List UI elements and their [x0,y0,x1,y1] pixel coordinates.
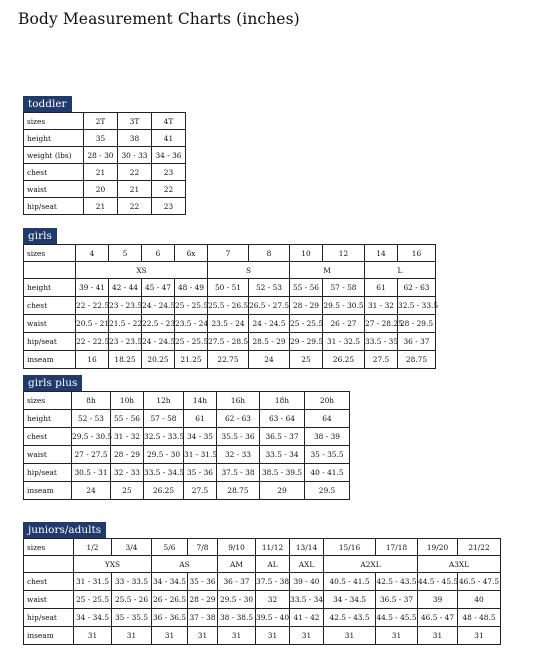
table-cell: 8 [249,245,290,262]
table-row [24,351,436,369]
juniors-adults-section-header: juniors/adults [23,522,106,538]
row-label-cell: inseam [24,351,76,369]
table-cell: 12h [144,392,184,410]
table-cell: 34 - 35 [184,428,217,446]
table-cell: 28 - 29 [290,297,323,315]
table-cell: 40 - 41.5 [305,464,350,482]
table-row [24,573,501,591]
table-cell: 41 [152,130,186,147]
table-cell: 35 [84,130,118,147]
table-cell: 14h [184,392,217,410]
table-cell: 52 - 53 [249,279,290,297]
row-label-cell: chest [24,428,72,446]
table-cell: 52 - 53 [72,410,111,428]
table-cell: 1/2 [74,539,112,556]
toddler-size-table [23,112,186,215]
table-cell: 36.5 - 37 [376,591,418,609]
table-row [24,392,350,410]
row-label-cell: hip/seat [24,609,74,627]
table-cell: 57 - 58 [144,410,184,428]
row-label-cell: sizes [24,392,72,410]
table-cell: 6 [142,245,175,262]
table-cell: 30.5 - 31 [72,464,111,482]
table-cell: 26.5 - 27.5 [249,297,290,315]
table-cell: 22.75 [208,351,249,369]
table-cell: 22 [118,198,152,215]
table-row [24,315,436,333]
table-cell: 7/8 [188,539,218,556]
row-label-cell: sizes [24,113,84,130]
girls-plus-size-table [23,391,350,500]
table-cell: 3/4 [112,539,152,556]
size-group-cell: S [208,262,290,279]
table-cell: 40 [458,591,501,609]
table-row [24,539,501,556]
row-label-cell: sizes [24,245,76,262]
table-cell: 31 - 32 [111,428,144,446]
table-cell: 44.5 - 45.5 [418,573,458,591]
table-cell: 22 [152,181,186,198]
size-group-cell: XS [76,262,208,279]
juniors-adults-size-table [23,538,501,645]
table-cell: 28.75 [398,351,436,369]
table-cell: 45 - 47 [142,279,175,297]
table-cell: 29.5 - 30 [218,591,256,609]
table-cell: 6x [175,245,208,262]
row-label-cell: waist [24,446,72,464]
table-cell: 36 - 36.5 [152,609,188,627]
table-cell: 35.5 - 36 [217,428,260,446]
table-cell: 38 - 38.5 [218,609,256,627]
table-cell: 24 [249,351,290,369]
table-cell: 28.5 - 29 [249,333,290,351]
table-cell: 26.25 [323,351,365,369]
size-group-cell: A2XL [324,556,418,573]
row-label-cell: height [24,130,84,147]
table-cell: 9/10 [218,539,256,556]
table-cell: 31 [256,627,290,645]
table-cell: 24 [72,482,111,500]
table-cell: 21.5 - 22 [109,315,142,333]
size-group-cell: L [365,262,436,279]
table-cell: 22 [118,164,152,181]
table-cell: 26 - 27 [323,315,365,333]
table-row [24,482,350,500]
table-cell: 46.5 - 47 [418,609,458,627]
table-cell: 25 [290,351,323,369]
table-cell: 21 [84,198,118,215]
size-group-cell: AL [256,556,290,573]
row-label-cell: chest [24,164,84,181]
table-cell: 46.5 - 47.5 [458,573,501,591]
table-cell: 37.5 - 38 [256,573,290,591]
table-cell: 21.25 [175,351,208,369]
toddler-section [23,92,186,215]
table-cell: 26.25 [144,482,184,500]
table-cell: 39 - 40 [290,573,324,591]
table-cell: 15/16 [324,539,376,556]
table-row [24,464,350,482]
table-cell: 33.5 - 34 [290,591,324,609]
table-cell: 28 - 30 [84,147,118,164]
table-row [24,130,186,147]
girls-plus-section-header: girls plus [23,375,82,391]
row-label-cell: hip/seat [24,333,76,351]
table-cell: 42.5 - 43.5 [324,609,376,627]
girls-section [23,224,439,369]
row-label-cell: weight (lbs) [24,147,84,164]
table-cell: 16 [398,245,436,262]
row-label-cell: inseam [24,482,72,500]
table-cell: 4T [152,113,186,130]
table-cell: 57 - 58 [323,279,365,297]
size-group-cell: YXS [74,556,152,573]
row-label-cell: chest [24,573,74,591]
table-cell: 38 [118,130,152,147]
table-cell: 29.5 - 30 [144,446,184,464]
table-cell: 13/14 [290,539,324,556]
table-cell: 32.5 - 33.5 [144,428,184,446]
table-cell: 35 - 35.5 [112,609,152,627]
table-cell: 10h [111,392,144,410]
table-cell: 36 - 37 [398,333,436,351]
table-row [24,164,186,181]
table-cell: 31 [458,627,501,645]
row-label-cell: height [24,410,72,428]
table-cell: 8h [72,392,111,410]
table-cell: 24 - 24.5 [249,315,290,333]
table-cell: 27.5 [365,351,398,369]
girls-section-header: girls [23,228,57,244]
row-label-cell: inseam [24,627,74,645]
table-cell: 7 [208,245,249,262]
table-cell: 11/12 [256,539,290,556]
table-cell: 32 [256,591,290,609]
toddler-section-header: toddler [23,96,72,112]
size-group-cell [24,556,74,573]
table-cell: 31 [74,627,112,645]
table-cell: 34 - 34.5 [152,573,188,591]
size-group-cell: AXL [290,556,324,573]
table-cell: 35 - 36 [184,464,217,482]
table-cell: 18h [260,392,305,410]
table-cell: 31 - 31.5 [74,573,112,591]
table-row [24,198,186,215]
table-cell: 39 - 41 [76,279,109,297]
table-cell: 23.5 - 24 [208,315,249,333]
table-cell: 48 - 48.5 [458,609,501,627]
table-cell: 62 - 63 [398,279,436,297]
table-cell: 25 - 25.5 [175,297,208,315]
table-cell: 39.5 - 40 [256,609,290,627]
table-cell: 34 - 34.5 [74,609,112,627]
table-cell: 48 - 49 [175,279,208,297]
table-cell: 23 - 23.5 [109,297,142,315]
table-cell: 23 [152,164,186,181]
table-cell: 29.5 - 30.5 [72,428,111,446]
table-cell: 19/20 [418,539,458,556]
table-cell: 22 - 22.5 [76,297,109,315]
table-cell: 25 - 25.5 [175,333,208,351]
table-cell: 61 [184,410,217,428]
size-group-cell [24,262,76,279]
table-cell: 29.5 [305,482,350,500]
table-cell: 31 [218,627,256,645]
table-cell: 33.5 - 34 [260,446,305,464]
juniors-adults-section [23,518,501,645]
table-cell: 32 - 33 [111,464,144,482]
table-cell: 44.5 - 45.5 [376,609,418,627]
table-cell: 21 [84,164,118,181]
table-cell: 34 - 34.5 [324,591,376,609]
row-label-cell: hip/seat [24,198,84,215]
table-cell: 23 - 23.5 [109,333,142,351]
row-label-cell: waist [24,181,84,198]
table-cell: 18.25 [109,351,142,369]
table-row [24,181,186,198]
table-cell: 22 - 22.5 [76,333,109,351]
table-cell: 39 [418,591,458,609]
table-cell: 63 - 64 [260,410,305,428]
table-cell: 31 [188,627,218,645]
table-cell: 5 [109,245,142,262]
table-row [24,333,436,351]
table-cell: 24 - 24.5 [142,297,175,315]
table-row [24,627,501,645]
table-cell: 34 - 36 [152,147,186,164]
table-row [24,410,350,428]
row-label-cell: waist [24,591,74,609]
table-cell: 33.5 - 34.5 [144,464,184,482]
table-cell: 16h [217,392,260,410]
table-cell: 23.5 - 24 [175,315,208,333]
table-cell: 21 [118,181,152,198]
table-cell: 24 - 24.5 [142,333,175,351]
table-cell: 38.5 - 39.5 [260,464,305,482]
table-cell: 28 - 29.5 [398,315,436,333]
size-group-row [24,262,436,279]
table-cell: 29 - 29.5 [290,333,323,351]
row-label-cell: waist [24,315,76,333]
table-cell: 21/22 [458,539,501,556]
table-cell: 31 [152,627,188,645]
table-cell: 35 - 35.5 [305,446,350,464]
table-row [24,297,436,315]
row-label-cell: hip/seat [24,464,72,482]
table-row [24,147,186,164]
table-cell: 31 - 32.5 [323,333,365,351]
table-row [24,428,350,446]
page-title: Body Measurement Charts (inches) [18,10,300,28]
table-cell: 62 - 63 [217,410,260,428]
table-cell: 32.5 - 33.5 [398,297,436,315]
table-cell: 42 - 44 [109,279,142,297]
table-row [24,279,436,297]
table-cell: 32 - 33 [217,446,260,464]
table-row [24,245,436,262]
girls-size-table [23,244,439,369]
table-cell: 41 - 42 [290,609,324,627]
row-label-cell: height [24,279,76,297]
table-cell: 3T [118,113,152,130]
table-cell: 31 [112,627,152,645]
table-cell: 25 [111,482,144,500]
table-cell: 31 [324,627,376,645]
table-cell: 31 [418,627,458,645]
table-cell: 38 - 39 [305,428,350,446]
table-cell: 37.5 - 38 [217,464,260,482]
table-cell: 20.25 [142,351,175,369]
table-row [24,609,501,627]
table-row [24,113,186,130]
table-cell: 61 [365,279,398,297]
table-cell: 25 - 25.5 [74,591,112,609]
table-cell: 31 - 31.5 [184,446,217,464]
table-cell: 25 - 25.5 [290,315,323,333]
size-group-cell: AM [218,556,256,573]
table-cell: 28.75 [217,482,260,500]
table-cell: 35 - 36 [188,573,218,591]
table-cell: 29 [260,482,305,500]
table-cell: 29.5 - 30.5 [323,297,365,315]
table-cell: 27 - 28.25 [365,315,398,333]
table-cell: 30 - 33 [118,147,152,164]
table-cell: 36.5 - 37 [260,428,305,446]
table-cell: 10 [290,245,323,262]
table-row [24,446,350,464]
table-cell: 42.5 - 43.5 [376,573,418,591]
table-cell: 55 - 56 [290,279,323,297]
table-cell: 4 [76,245,109,262]
table-cell: 14 [365,245,398,262]
row-label-cell: chest [24,297,76,315]
table-cell: 31 [290,627,324,645]
table-cell: 31 [376,627,418,645]
table-cell: 5/6 [152,539,188,556]
table-cell: 26 - 26.5 [152,591,188,609]
girls-plus-section [23,371,350,500]
table-cell: 37 - 38 [188,609,218,627]
table-cell: 40.5 - 41.5 [324,573,376,591]
table-cell: 20 [84,181,118,198]
table-cell: 28 - 29 [111,446,144,464]
table-cell: 22.5 - 23 [142,315,175,333]
size-group-cell: AS [152,556,218,573]
table-cell: 28 - 29 [188,591,218,609]
table-cell: 64 [305,410,350,428]
size-group-row [24,556,501,573]
table-cell: 16 [76,351,109,369]
table-cell: 33 - 33.5 [112,573,152,591]
table-row [24,591,501,609]
table-cell: 27 - 27.5 [72,446,111,464]
table-cell: 25.5 - 26.5 [208,297,249,315]
table-cell: 12 [323,245,365,262]
table-cell: 50 - 51 [208,279,249,297]
table-cell: 31 - 32 [365,297,398,315]
size-group-cell: M [290,262,365,279]
table-cell: 23 [152,198,186,215]
table-cell: 27.5 [184,482,217,500]
table-cell: 20h [305,392,350,410]
table-cell: 2T [84,113,118,130]
table-cell: 36 - 37 [218,573,256,591]
table-cell: 33.5 - 35 [365,333,398,351]
table-cell: 27.5 - 28.5 [208,333,249,351]
table-cell: 20.5 - 21 [76,315,109,333]
size-group-cell: A3XL [418,556,501,573]
table-cell: 25.5 - 26 [112,591,152,609]
table-cell: 55 - 56 [111,410,144,428]
row-label-cell: sizes [24,539,74,556]
table-cell: 17/18 [376,539,418,556]
